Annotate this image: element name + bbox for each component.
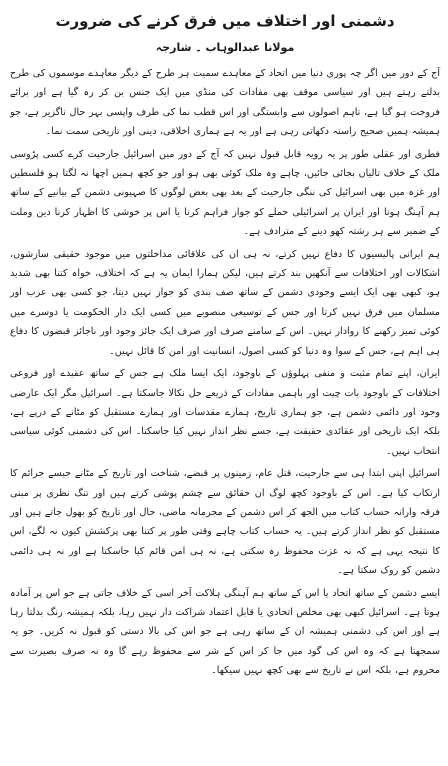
- article-paragraph-4: ایران، اپنے تمام مثبت و منفی پہلوؤں کے باوجود، ایک ایسا ملک ہے جس کے ساتھ عقیدے اور فروعی اختلافات کے باوجود بات چیت اور باہمی مفادات کے ذریعے حل نکالا جاسکتا ہے۔ اسرائیل مگر ایک عارضی وجود اور دائمی دشمن ہے، جو ہماری تاریخ، ہمارے مقدسات اور ہمارے مستقبل کو مٹانے کے درپے ہے، بلکہ ایک تاریخی اور عقائدی حقیقت ہے، جسے نظر انداز نہیں کیا جاسکتا۔ اس کی دشمنی کوئی سیاسی انتخاب نہیں۔: [10, 368, 440, 457]
- article-paragraph-1: آج کے دور میں اگر چہ پوری دنیا میں اتحاد کے معاہدے سمیت ہر طرح کے دیگر معاہدے موسموں کی طرح بدلتے رہتے ہیں اور سیاسی موقف بھی مفادات کی منڈی میں ایک جنس بن کر رہ گیا ہے اور برائے فروخت ہو گیا ہے، تاہم اصولوں سے وابستگی اور اس قطب نما کی طرف واپسی بہر حال ناگزیر ہے، جو ہمیشہ ہمیں صحیح راستہ دکھاتی رہی ہے اور یہ ہے ہماری اخلاقی، دینی اور تاریخی سمت نما۔: [10, 68, 440, 138]
- article-byline: مولانا عبدالوہاب ۔ شارجہ: [155, 41, 295, 54]
- article-paragraph-3: ہم ایرانی پالیسیوں کا دفاع نہیں کرتے، نہ ہی ان کی علاقائی مداخلتوں میں موجود حقیقی سازشوں، اشکالات اور اختلافات سے آنکھیں بند کرتے ہیں، لیکن ہمارا ایمان یہ ہے کہ اختلاف، خواہ کتنا بھی شدید ہو، کبھی بھی ایک ایسے وجودی دشمن کے ساتھ صف بندی کو جواز نہیں دیتا، جو کسی بھی عرب اور مسلمان میں فرق نہیں کرتا اور جس کے توسیعی منصوبے میں کسی ایک دار الحکومت یا دوسرے میں کوئی تمیز رکھنے کا روادار نہیں۔ اس کے سامنے صرف اور صرف ایک جائز وجود اور ناجائز قبضوں کا دفاع ہی اہم ہے، جس کے سوا وہ دنیا کو کسی اصول، انسانیت اور امن کا قائل نہیں۔: [10, 248, 440, 357]
- article-paragraph-2: فطری اور عقلی طور پر یہ رویہ قابل قبول نہیں کہ آج کے دور میں اسرائیل جارحیت کرے کسی پڑوسی ملک کے خلاف تالیاں بجائی جائیں، چاہے وہ ملک کوئی بھی ہو اور جو کچھ ہمیں اچھا نہ لگتا ہو فلسطین اور غزہ میں بھی اسرائیل کی ننگی جارحیت کے بعد بھی بعض لوگوں کا صہیونی دشمن کے بیانیے کے ساتھ ہم آہنگ ہونا اور ایران پر اسرائیلی حملے کو جواز فراہم کرنا یا اس پر خوشی کا اظہار کرنا دین وملت کے ضمیر سے ہر رشتہ کھو دینے کے مترادف ہے۔: [10, 148, 440, 238]
- article-title: دشمنی اور اختلاف میں فرق کرنے کی ضرورت: [55, 12, 395, 30]
- article-paragraph-6: ایسے دشمن کے ساتھ اتحاد یا اس کے ساتھ ہم آہنگی ہلاکت آخر اسی کے خلاف جاتی ہے جو اس پر آمادہ ہوتا ہے۔ اسرائیل کبھی بھی مخلص اتحادی یا قابل اعتماد شراکت دار نہیں رہا، بلکہ ہمیشہ رنگ بدلتا رہا ہے اور اس کی دشمنی ہمیشہ ان کے ساتھ رہی ہے جو اس کی بالا دستی کو قبول نہ کریں۔ جو یہ سمجھتا ہے کہ وہ اس کی گود میں جا کر اس کے شر سے محفوظ رہے گا وہ نہ صرف بصیرت سے محروم ہے، بلکہ اس نے تاریخ سے بھی کچھ نہیں سیکھا۔: [10, 587, 440, 677]
- article-paragraph-5: اسرائیل اپنی ابتدا ہی سے جارحیت، قتل عام، زمینوں پر قبضے، شناخت اور تاریخ کے مٹانے جیسے جرائم کا ارتکاب کیا ہے۔ اس کے باوجود کچھ لوگ ان حقائق سے چشم پوشی کرتے ہیں اور تنگ نظری پر مبنی فرقہ وارانہ حساب کتاب میں الجھ کر اس دشمن کے مجرمانہ ماضی، حال اور تاریخ کو بھول جاتے ہیں اور مستقبل کو نظر انداز کرتے ہیں۔ یہ حساب کتاب چاہے وقتی طور پر کتنا بھی پرکشش کیوں نہ لگے، اس کا نتیجہ یہی ہے کہ نہ عزت محفوظ رہ سکتی ہے، نہ ہی امن قائم کیا جاسکتا ہے اور نہ ہی دائمی دشمن کو روک سکتا ہے۔: [10, 468, 440, 577]
